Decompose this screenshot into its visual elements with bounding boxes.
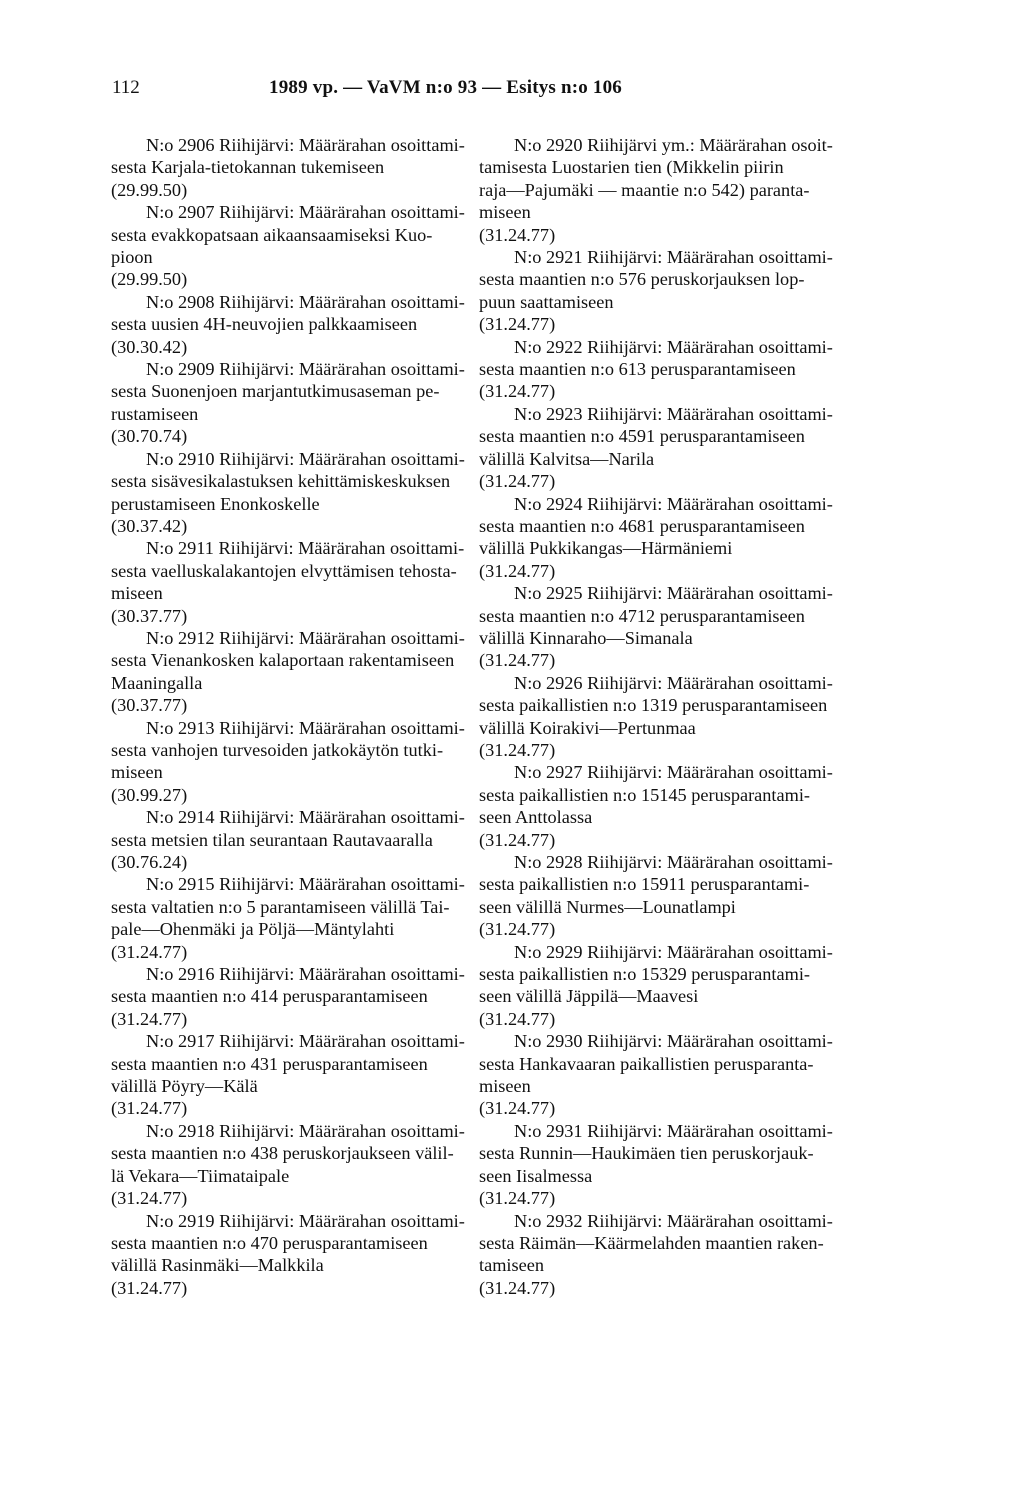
entry-text-line: välillä Koirakivi—Pertunmaa bbox=[479, 717, 696, 738]
entry-text-line: sesta metsien tilan seurantaan Rautavaaralla bbox=[111, 829, 433, 850]
budget-code: (30.70.74) bbox=[111, 426, 188, 447]
motion-entry bbox=[111, 537, 489, 627]
budget-code: (31.24.77) bbox=[479, 1277, 556, 1298]
entry-heading-line: N:o 2913 Riihijärvi: Määrärahan osoittami- bbox=[146, 717, 465, 738]
entry-heading-line: N:o 2930 Riihijärvi: Määrärahan osoittami- bbox=[514, 1031, 833, 1052]
entry-text-line: lä Vekara—Tiimataipale bbox=[111, 1165, 290, 1186]
entry-text-line: rustamiseen bbox=[111, 403, 199, 424]
entry-text-line: tamiseen bbox=[479, 1255, 544, 1276]
budget-code: (31.24.77) bbox=[479, 1098, 556, 1119]
entry-text-line: sesta sisävesikalastuksen kehittämiskeskuksen bbox=[111, 471, 451, 492]
entry-text-line: sesta evakkopatsaan aikaansaamiseksi Kuo- bbox=[111, 224, 433, 245]
motion-entry bbox=[479, 336, 860, 403]
motion-entry bbox=[479, 403, 860, 493]
entry-text-line: sesta maantien n:o 4681 perusparantamiseen bbox=[479, 515, 805, 536]
entry-heading-line: N:o 2920 Riihijärvi ym.: Määrärahan osoit- bbox=[514, 135, 833, 155]
entry-text-line: miseen bbox=[111, 583, 163, 604]
entry-text-line: sesta Räimän—Käärmelahden maantien raken- bbox=[479, 1232, 824, 1253]
motion-entry bbox=[479, 246, 860, 336]
motion-entry bbox=[479, 761, 860, 851]
entry-text-line: sesta paikallistien n:o 15911 perusparantami- bbox=[479, 874, 810, 895]
budget-code: (31.24.77) bbox=[479, 224, 556, 245]
entry-heading-line: N:o 2924 Riihijärvi: Määrärahan osoittami- bbox=[514, 493, 833, 514]
entry-heading-line: N:o 2927 Riihijärvi: Määrärahan osoittami- bbox=[514, 762, 833, 783]
entry-text-line: seen välillä Nurmes—Lounatlampi bbox=[479, 896, 736, 917]
budget-code: (31.24.77) bbox=[479, 1008, 556, 1029]
entry-text-line: miseen bbox=[479, 1076, 531, 1097]
budget-code: (30.99.27) bbox=[111, 784, 188, 805]
entry-text-line: Maaningalla bbox=[111, 672, 203, 693]
entry-text-line: välillä Kinnaraho—Simanala bbox=[479, 627, 693, 648]
entry-text-line: sesta maantien n:o 576 peruskorjauksen lop- bbox=[479, 269, 805, 290]
entry-heading-line: N:o 2916 Riihijärvi: Määrärahan osoittami- bbox=[146, 964, 465, 985]
entry-heading-line: N:o 2932 Riihijärvi: Määrärahan osoittami- bbox=[514, 1210, 833, 1231]
entry-text-line: miseen bbox=[479, 202, 531, 223]
entry-heading-line: N:o 2926 Riihijärvi: Määrärahan osoittami- bbox=[514, 672, 833, 693]
motion-entry bbox=[479, 672, 860, 762]
entry-text-line: sesta paikallistien n:o 1319 perusparantamiseen bbox=[479, 695, 828, 716]
entry-heading-line: N:o 2909 Riihijärvi: Määrärahan osoittami- bbox=[146, 359, 465, 380]
budget-code: (31.24.77) bbox=[479, 471, 556, 492]
budget-code: (31.24.77) bbox=[479, 381, 556, 402]
budget-code: (31.24.77) bbox=[111, 1188, 188, 1209]
entry-heading-line: N:o 2915 Riihijärvi: Määrärahan osoittami- bbox=[146, 874, 465, 895]
budget-code: (31.24.77) bbox=[111, 1098, 188, 1119]
motion-entry bbox=[111, 717, 489, 807]
motion-entry bbox=[111, 963, 489, 1030]
entry-heading-line: N:o 2907 Riihijärvi: Määrärahan osoittami- bbox=[146, 202, 465, 223]
entry-text-line: sesta Hankavaaran paikallistien perusparanta- bbox=[479, 1053, 814, 1074]
entry-text-line: sesta maantien n:o 613 perusparantamiseen bbox=[479, 359, 796, 380]
motion-entry bbox=[479, 134, 860, 246]
budget-code: (31.24.77) bbox=[111, 1277, 188, 1298]
motion-entry bbox=[111, 1120, 489, 1210]
budget-code: (30.37.42) bbox=[111, 515, 188, 536]
budget-code: (30.37.77) bbox=[111, 695, 188, 716]
entry-heading-line: N:o 2910 Riihijärvi: Määrärahan osoittami- bbox=[146, 448, 465, 469]
motion-entry bbox=[479, 851, 860, 941]
entry-heading-line: N:o 2906 Riihijärvi: Määrärahan osoittami- bbox=[146, 135, 465, 155]
entry-text-line: sesta vaelluskalakantojen elvyttämisen tehosta- bbox=[111, 560, 457, 581]
entry-heading-line: N:o 2928 Riihijärvi: Määrärahan osoittami- bbox=[514, 852, 833, 872]
entry-text-line: sesta maantien n:o 438 peruskorjaukseen välil- bbox=[111, 1143, 454, 1164]
entry-heading-line: N:o 2917 Riihijärvi: Määrärahan osoittami- bbox=[146, 1031, 465, 1052]
motion-entry bbox=[111, 627, 489, 717]
entry-text-line: välillä Pukkikangas—Härmäniemi bbox=[479, 538, 733, 559]
entry-text-line: sesta maantien n:o 4712 perusparantamiseen bbox=[479, 605, 805, 626]
entry-text-line: välillä Rasinmäki—Malkkila bbox=[111, 1255, 324, 1276]
budget-code: (31.24.77) bbox=[111, 941, 188, 962]
motion-entry bbox=[111, 134, 489, 201]
budget-code: (31.24.77) bbox=[479, 560, 556, 581]
entry-text-line: raja—Pajumäki — maantie n:o 542) paranta- bbox=[479, 179, 810, 200]
running-title: 1989 vp. — VaVM n:o 93 — Esitys n:o 106 bbox=[269, 77, 623, 98]
entry-text-line: sesta vanhojen turvesoiden jatkokäytön tutki- bbox=[111, 739, 444, 760]
entry-text-line: sesta valtatien n:o 5 parantamiseen välillä Tai- bbox=[111, 896, 450, 917]
entry-text-line: sesta Karjala-tietokannan tukemiseen bbox=[111, 157, 385, 178]
entry-heading-line: N:o 2911 Riihijärvi: Määrärahan osoittami- bbox=[146, 538, 465, 559]
entry-text-line: sesta maantien n:o 414 perusparantamiseen bbox=[111, 986, 428, 1007]
budget-code: (31.24.77) bbox=[479, 919, 556, 940]
entry-heading-line: N:o 2923 Riihijärvi: Määrärahan osoittami- bbox=[514, 403, 833, 424]
motion-entry bbox=[479, 1120, 860, 1210]
right-column bbox=[479, 134, 860, 1299]
motion-entry bbox=[111, 201, 489, 291]
motion-entry bbox=[479, 1030, 860, 1120]
entry-text-line: sesta paikallistien n:o 15145 perusparantami- bbox=[479, 784, 811, 805]
entry-heading-line: N:o 2908 Riihijärvi: Määrärahan osoittami- bbox=[146, 291, 465, 312]
motion-entry bbox=[479, 941, 860, 1031]
budget-code: (30.76.24) bbox=[111, 852, 188, 872]
budget-code: (31.24.77) bbox=[479, 739, 556, 760]
entry-text-line: pale—Ohenmäki ja Pöljä—Mäntylahti bbox=[111, 919, 395, 940]
motion-entry bbox=[479, 493, 860, 583]
entry-text-line: seen Anttolassa bbox=[479, 807, 593, 828]
motion-entry bbox=[111, 358, 489, 448]
entry-heading-line: N:o 2922 Riihijärvi: Määrärahan osoittami- bbox=[514, 336, 833, 357]
entry-text-line: välillä Pöyry—Kälä bbox=[111, 1076, 258, 1097]
budget-code: (30.37.77) bbox=[111, 605, 188, 626]
entry-heading-line: N:o 2914 Riihijärvi: Määrärahan osoittami- bbox=[146, 807, 465, 828]
entry-heading-line: N:o 2925 Riihijärvi: Määrärahan osoittami- bbox=[514, 583, 833, 604]
entry-heading-line: N:o 2931 Riihijärvi: Määrärahan osoittami- bbox=[514, 1120, 833, 1141]
entry-heading-line: N:o 2921 Riihijärvi: Määrärahan osoittami- bbox=[514, 247, 833, 268]
entry-text-line: sesta uusien 4H-neuvojien palkkaamiseen bbox=[111, 314, 418, 335]
budget-code: (31.24.77) bbox=[479, 829, 556, 850]
entry-heading-line: N:o 2918 Riihijärvi: Määrärahan osoittami- bbox=[146, 1120, 465, 1141]
entry-text-line: sesta maantien n:o 470 perusparantamiseen bbox=[111, 1232, 428, 1253]
entry-text-line: puun saattamiseen bbox=[479, 291, 614, 312]
entry-text-line: sesta Runnin—Haukimäen tien peruskorjauk- bbox=[479, 1143, 814, 1164]
entry-text-line: miseen bbox=[111, 762, 163, 783]
page-number: 112 bbox=[112, 77, 140, 98]
entry-heading-line: N:o 2919 Riihijärvi: Määrärahan osoittami- bbox=[146, 1210, 465, 1231]
entry-text-line: sesta paikallistien n:o 15329 perusparantami- bbox=[479, 964, 811, 985]
entry-text-line: sesta Vienankosken kalaportaan rakentamiseen bbox=[111, 650, 455, 671]
budget-code: (29.99.50) bbox=[111, 179, 188, 200]
entry-text-line: perustamiseen Enonkoskelle bbox=[111, 493, 320, 514]
left-column bbox=[111, 134, 489, 1299]
budget-code: (30.30.42) bbox=[111, 336, 188, 357]
motion-entry bbox=[111, 1210, 489, 1300]
entry-text-line: tamisesta Luostarien tien (Mikkelin piirin bbox=[479, 157, 784, 178]
entry-text-line: välillä Kalvitsa—Narila bbox=[479, 448, 655, 469]
motion-entry bbox=[111, 1030, 489, 1120]
motion-entry bbox=[111, 291, 489, 358]
motion-entry bbox=[479, 582, 860, 672]
entry-heading-line: N:o 2912 Riihijärvi: Määrärahan osoittami- bbox=[146, 627, 465, 648]
entry-text-line: sesta maantien n:o 4591 perusparantamiseen bbox=[479, 426, 805, 447]
motion-entry bbox=[111, 873, 489, 963]
budget-code: (31.24.77) bbox=[479, 1188, 556, 1209]
budget-code: (31.24.77) bbox=[479, 650, 556, 671]
entry-text-line: sesta Suonenjoen marjantutkimusaseman pe- bbox=[111, 381, 440, 402]
entry-heading-line: N:o 2929 Riihijärvi: Määrärahan osoittami- bbox=[514, 941, 833, 962]
entry-text-line: seen välillä Jäppilä—Maavesi bbox=[479, 986, 699, 1007]
motion-entry bbox=[111, 806, 489, 873]
motion-entry bbox=[479, 1210, 860, 1300]
budget-code: (31.24.77) bbox=[479, 314, 556, 335]
budget-code: (29.99.50) bbox=[111, 269, 188, 290]
motion-entry bbox=[111, 448, 489, 538]
entry-text-line: pioon bbox=[111, 247, 153, 268]
budget-code: (31.24.77) bbox=[111, 1008, 188, 1029]
entry-text-line: sesta maantien n:o 431 perusparantamiseen bbox=[111, 1053, 428, 1074]
entry-text-line: seen Iisalmessa bbox=[479, 1165, 593, 1186]
